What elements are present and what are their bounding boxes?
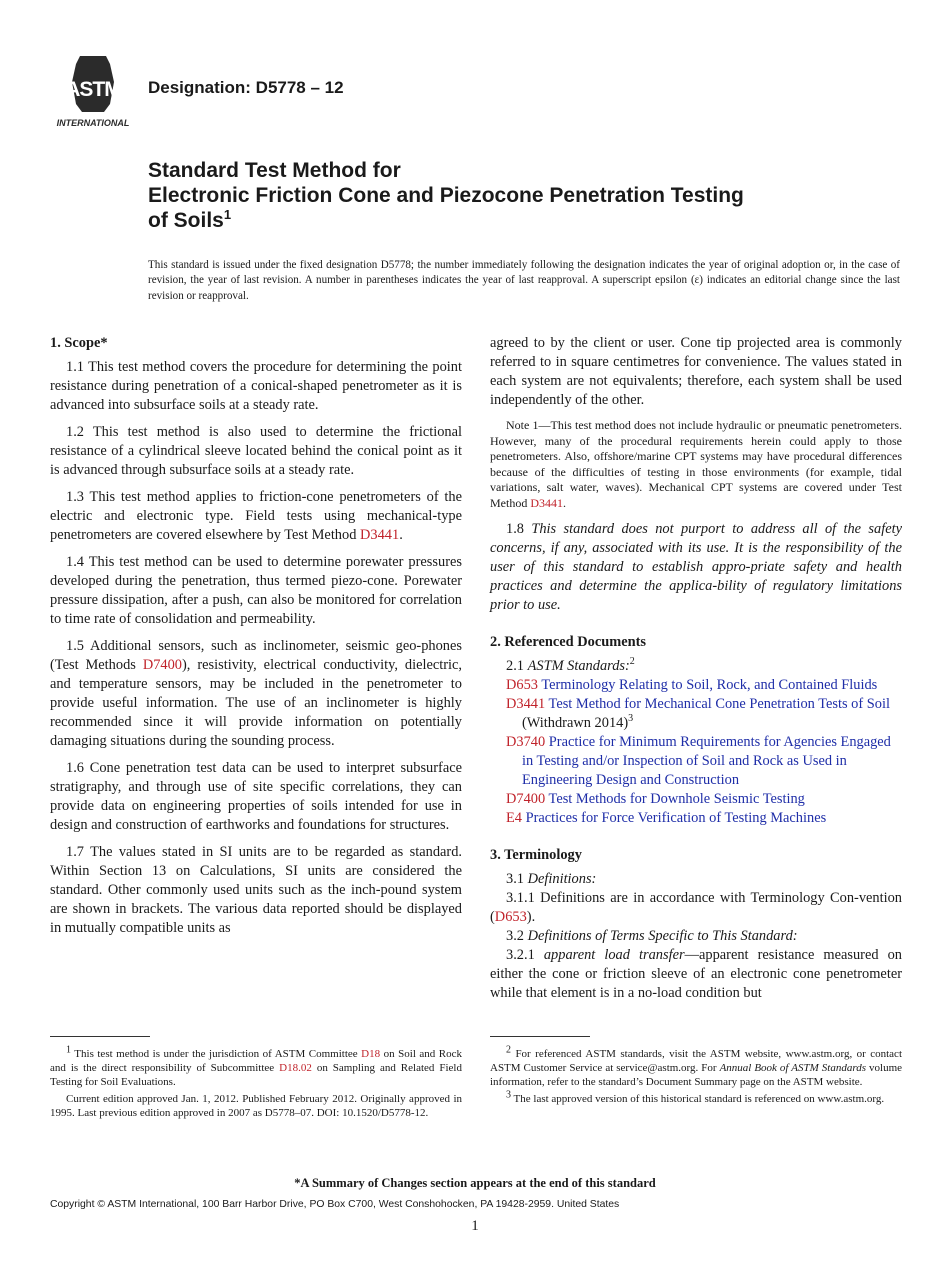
link-subcommittee-d18-02[interactable]: D18.02	[279, 1062, 312, 1075]
paragraph-1-6: 1.6 Cone penetration test data can be used to interpret subsurface stratigraphy, and through use of site specific correlations, they can provide data on engineering properties of soils intended for use in design and construction of earthworks and foundations for structures.	[50, 760, 462, 833]
reference-extra-d3441: (Withdrawn 2014)	[522, 714, 629, 731]
paragraph-2-1-num: 2.1	[506, 657, 528, 674]
reference-code-d3740[interactable]: D3740	[506, 733, 546, 750]
reference-sup-d3441: 3	[628, 712, 634, 724]
title-footnote-mark: 1	[223, 207, 232, 222]
page-number: 1	[471, 1218, 479, 1234]
link-note-d3441[interactable]: D3441	[530, 495, 564, 510]
reference-code-d653[interactable]: D653	[506, 676, 538, 693]
link-committee-d18[interactable]: D18	[361, 1048, 381, 1060]
paragraph-1-2: 1.2 This test method is also used to determine the frictional resistance of a cylindrical sleeve located behind the conical point as it is advanced through subsurface soils at a steady rate.	[50, 424, 462, 478]
title-line-1: Standard Test Method for	[148, 159, 401, 182]
astm-logo-subtext: INTERNATIONAL	[56, 118, 130, 128]
note-1	[490, 418, 902, 512]
paragraph-3-2-1-term: apparent load transfer	[543, 946, 685, 963]
footnote-1-a: This test method is under the jurisdiction of ASTM Committee	[71, 1048, 362, 1060]
paragraph-1-5	[50, 637, 462, 751]
footnote-rule-right	[490, 1036, 590, 1037]
paragraph-1-7-part-1: 1.7 The values stated in SI units are to be regarded as standard. Within Section 13 on Calculations, SI units are considered the standard. Other commonly used units such as the inch-pound system are shown in brackets. The various data reported should be displayed in mutually compatible units as	[50, 844, 462, 936]
right-column	[490, 334, 902, 1003]
footnote-1-c: on Sampling and Related Field Testing for Soil Evaluations.	[50, 1062, 462, 1089]
paragraph-1-3	[50, 488, 462, 545]
paragraph-3-2-1-num: 3.2.1	[506, 946, 544, 963]
paragraph-3-1-1-b: ).	[526, 908, 536, 925]
footnote-2-italic: Annual Book of ASTM Standards	[719, 1062, 867, 1075]
paragraph-1-3-end: .	[399, 527, 403, 543]
paragraph-1-1: 1.1 This test method covers the procedure for determining the point resistance during penetration of a conical-shaped penetrometer as it is advanced into subsurface soils at a steady rate.	[50, 359, 462, 413]
footnote-2-mark: 2	[506, 1044, 511, 1056]
footnote-1-mark: 1	[66, 1044, 71, 1056]
reference-list	[490, 676, 902, 828]
reference-code-d3441[interactable]: D3441	[506, 695, 546, 712]
copyright-line: Copyright © ASTM International, 100 Barr Harbor Drive, PO Box C700, West Conshohocken, PA 19428-2959. United States	[50, 1199, 620, 1210]
footnote-1	[50, 1044, 462, 1090]
footnote-1-edition: Current edition approved Jan. 1, 2012. Published February 2012. Originally approved in 1995. Last previous edition approved in 2007 as D5778–07. DOI: 10.1520/D5778-12.	[50, 1092, 462, 1119]
footnote-2	[490, 1044, 903, 1090]
title-line-2: Electronic Friction Cone and Piezocone Penetration Testing	[148, 184, 744, 207]
footnote-3-text: The last approved version of this historical standard is referenced on www.astm.org.	[511, 1092, 885, 1105]
reference-title-e4[interactable]: Practices for Force Verification of Testing Machines	[525, 809, 827, 826]
reference-item-d3740	[490, 733, 902, 790]
note-1-text: —This test method does not include hydraulic or pneumatic penetrometers. However, many of the procedural requirements herein could apply to those penetrometers. Also, offshore/marine CPT systems may have procedural differences because of the difficulties of testing in those environments (for example, tidal variations, salt water, waves). Mechanical CPT systems are covered under Test Method	[490, 418, 903, 510]
footnote-1-b: on Soil and Rock and is the direct responsibility of Subcommittee	[50, 1048, 462, 1075]
paragraph-3-2-1-text: —apparent resistance measured on either the cone or friction sleeve of an electronic cone penetrometer while that element is in a no-load condition but	[490, 946, 902, 1001]
reference-code-d7400[interactable]: D7400	[506, 790, 546, 807]
reference-title-d3740[interactable]: Practice for Minimum Requirements for Agencies Engaged in Testing and/or Inspection of Soil and Rock as Used in Engineering Design and Construction	[522, 733, 891, 788]
reference-title-d3441[interactable]: Test Method for Mechanical Cone Penetration Tests of Soil	[548, 695, 890, 712]
paragraph-3-1-1	[490, 889, 902, 927]
designation: Designation: D5778 – 12	[148, 78, 344, 97]
paragraph-2-1	[490, 657, 902, 676]
paragraph-2-1-sup: 2	[629, 655, 635, 667]
reference-code-e4[interactable]: E4	[506, 809, 522, 826]
paragraph-1-3-text: 1.3 This test method applies to friction-cone penetrometers of the electric and electronic type. Field tests using mechanical-type penetrometers are covered elsewhere by Test Method	[50, 489, 462, 543]
paragraph-3-1-text: Definitions:	[527, 870, 597, 887]
footnote-2-a: For referenced ASTM standards, visit the ASTM website, www.astm.org, or contact ASTM Customer Service at service@astm.org. For	[490, 1048, 902, 1075]
title-line-3: of Soils	[148, 209, 224, 232]
footnote-3	[490, 1088, 902, 1106]
left-column	[50, 334, 462, 938]
section-heading-referenced-documents: 2. Referenced Documents	[490, 633, 646, 650]
note-1-end: .	[563, 495, 567, 510]
link-d3441[interactable]: D3441	[360, 527, 400, 543]
paragraph-2-1-text: ASTM Standards:	[527, 657, 630, 674]
astm-logo	[48, 52, 138, 132]
section-heading-terminology: 3. Terminology	[490, 846, 582, 863]
footnote-2-b: volume information, refer to the standard’s Document Summary page on the ASTM website.	[490, 1062, 903, 1089]
note-1-label: Note 1	[506, 418, 539, 432]
paragraph-3-1-1-a: 3.1.1 Definitions are in accordance with Terminology Con-vention (	[490, 889, 902, 925]
reference-title-d7400[interactable]: Test Methods for Downhole Seismic Testing	[548, 790, 805, 807]
reference-title-d653[interactable]: Terminology Relating to Soil, Rock, and Contained Fluids	[541, 676, 878, 693]
footnotes-right	[490, 1044, 903, 1108]
section-heading-scope: 1. Scope*	[50, 335, 108, 351]
paragraph-1-8	[490, 520, 902, 615]
paragraph-1-5-b: ), resistivity, electrical conductivity, dielectric, and temperature sensors, may be included in the penetrometer to provide useful information. The use of an inclinometer is highly recommended since it will provide information on potentially damaging situations during the sounding process.	[50, 657, 462, 749]
paragraph-3-2-1	[490, 946, 902, 1003]
paragraph-1-7-part-2: agreed to by the client or user. Cone tip projected area is commonly referred to in square centimetres for convenience. The values stated in each system are not equivalents; therefore, each system shall be used independently of the other.	[490, 335, 902, 408]
summary-of-changes-note: *A Summary of Changes section appears at the end of this standard	[294, 1176, 656, 1190]
reference-item-d7400	[490, 790, 902, 809]
reference-item-e4	[490, 809, 902, 828]
link-d653[interactable]: D653	[494, 908, 527, 925]
link-d7400[interactable]: D7400	[142, 657, 182, 673]
paragraph-3-2-text: Definitions of Terms Specific to This Standard:	[527, 927, 798, 944]
paragraph-3-1	[490, 870, 902, 889]
paragraph-1-8-text: This standard does not purport to address all of the safety concerns, if any, associated with its use. It is the responsibility of the user of this standard to establish appro-priate safety and health practices and determine the applica-bility of regulatory limitations prior to use.	[490, 520, 902, 613]
paragraph-1-5-a: 1.5 Additional sensors, such as inclinometer, seismic geo-phones (Test Methods	[50, 638, 462, 673]
paragraph-3-2-num: 3.2	[506, 927, 528, 944]
paragraph-3-1-num: 3.1	[506, 870, 528, 887]
paragraph-1-8-num: 1.8	[506, 520, 532, 537]
reference-item-d653	[490, 676, 902, 695]
footnotes-left	[50, 1044, 462, 1122]
paragraph-1-4: 1.4 This test method can be used to determine porewater pressures developed during the penetration, thus termed piezo-cone. Porewater pressure dissipation, after a push, can also be monitored for correlation to time rate of consolidation and permeability.	[50, 554, 462, 627]
reference-item-d3441	[490, 695, 902, 733]
paragraph-3-2	[490, 927, 902, 946]
preamble: This standard is issued under the fixed designation D5778; the number immediately following the designation indicates the year of original adoption or, in the case of revision, the year of last revision. A number in parentheses indicates the year of last reapproval. A superscript epsilon (ε) indicates an editorial change since the last revision or reapproval.	[148, 259, 900, 302]
footnote-rule-left	[50, 1036, 150, 1037]
footnote-3-mark: 3	[506, 1088, 511, 1100]
document-title	[148, 158, 848, 233]
astm-logo-letters: ASTM	[65, 78, 121, 101]
